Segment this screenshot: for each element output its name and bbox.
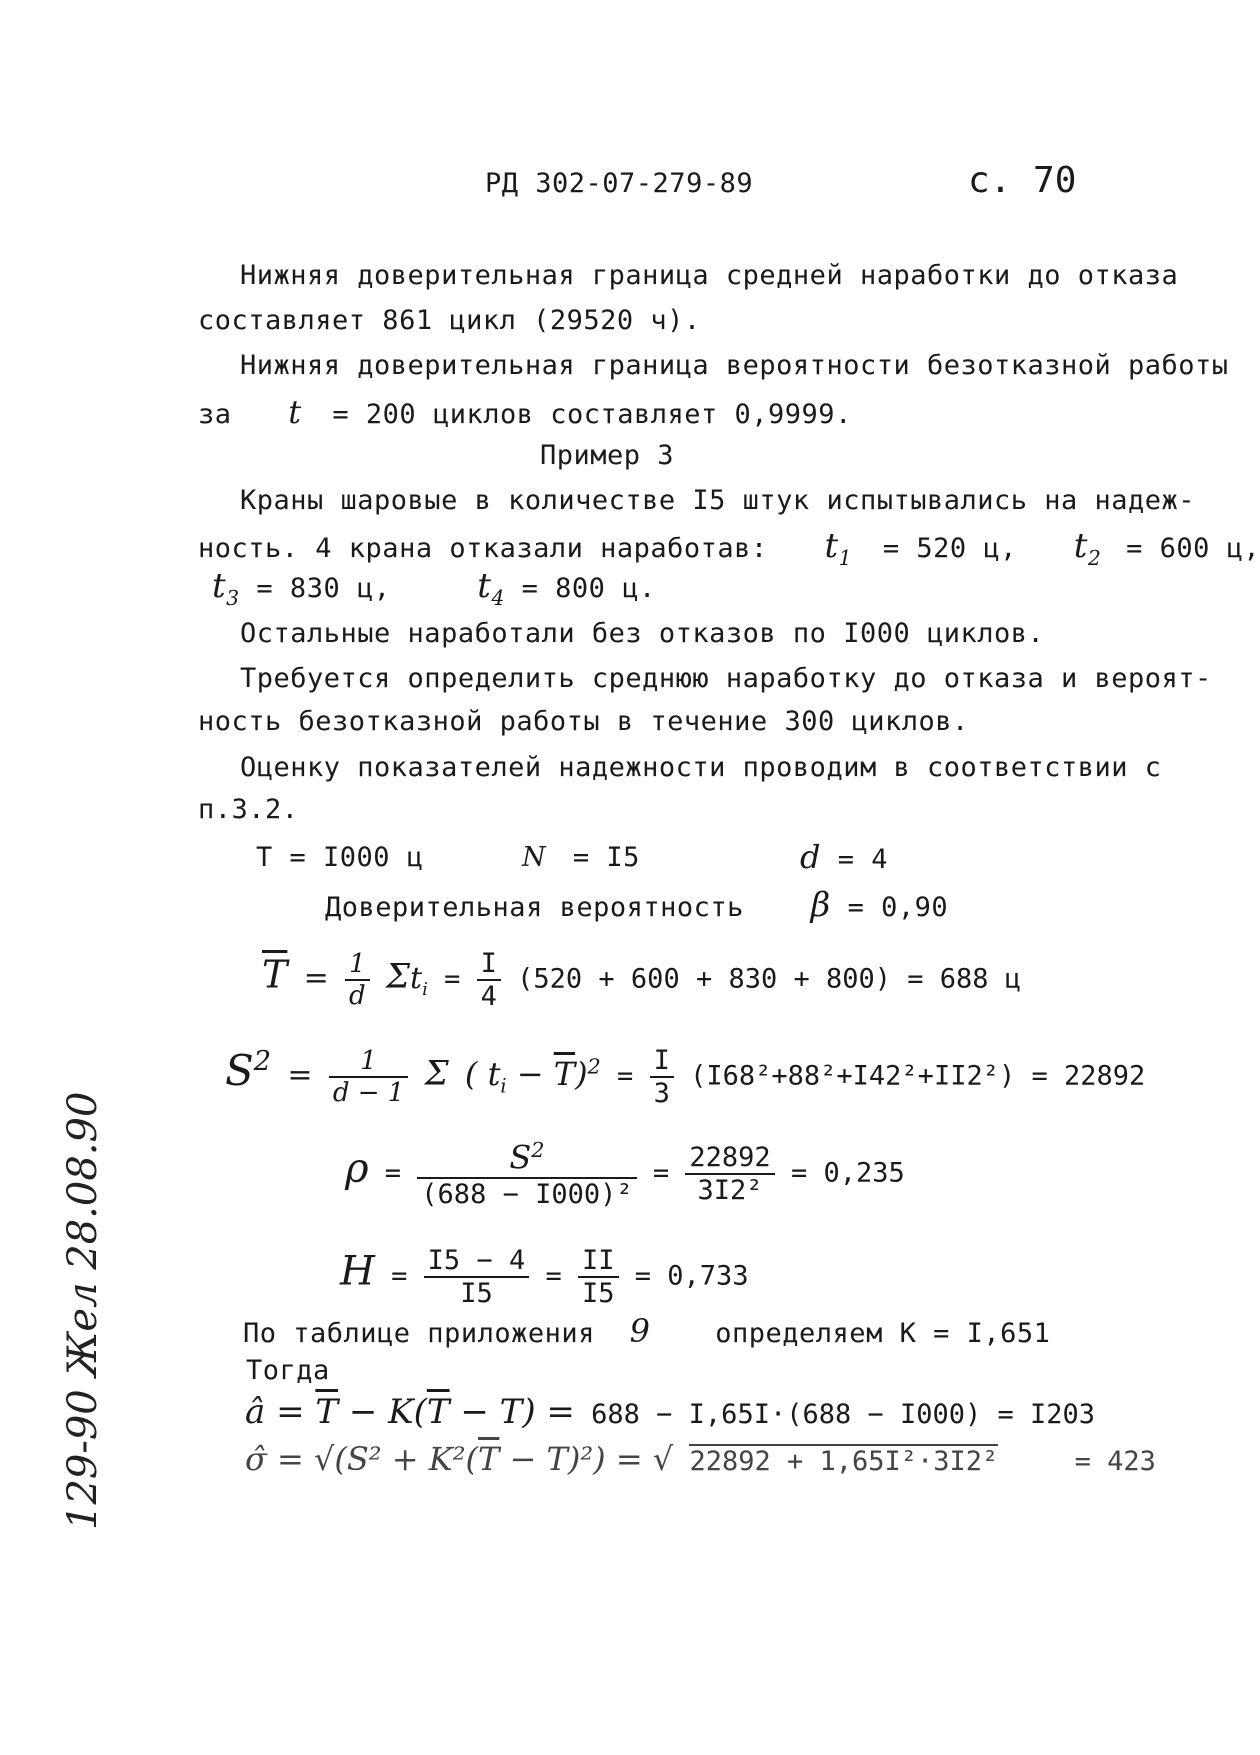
table-lookup-text: По таблице приложения bbox=[243, 1318, 595, 1349]
var-t4: $t_4$ bbox=[477, 566, 505, 610]
param-N bbox=[522, 842, 640, 873]
var-t2: $t_2$ bbox=[1073, 526, 1102, 570]
confidence-label: Доверительная вероятность bbox=[325, 892, 744, 923]
symbol-a-hat: â = $\overline{T} - K(\overline{T} - T)$ = bbox=[245, 1392, 575, 1432]
page-number: с. 70 bbox=[968, 160, 1077, 201]
paragraph-assessment: Оценку показателей надежности проводим в соответствии с bbox=[240, 752, 1162, 783]
confidence-line bbox=[325, 885, 948, 925]
param-T: T = I000 ц bbox=[256, 842, 424, 873]
table-lookup-line bbox=[243, 1312, 1050, 1350]
symbol-H: H bbox=[340, 1248, 375, 1295]
var-N: N bbox=[522, 842, 547, 873]
then-label: Тогда bbox=[246, 1355, 330, 1386]
fraction-22892-over-312: $\frac{22892}{\text{3I2²}}$ bbox=[685, 1142, 774, 1206]
var-d: d bbox=[800, 838, 821, 876]
equation-rho: ρ = $\frac{S^2}{\text{(688 − I000)²}}$ = $\frac{22892}{\text{3I2²}}$ = 0,235 bbox=[345, 1138, 905, 1210]
text-cycles: = 200 циклов составляет 0,9999. bbox=[332, 399, 852, 430]
param-d bbox=[800, 838, 888, 876]
table-lookup-result: определяем К = I,651 bbox=[715, 1318, 1051, 1349]
paragraph-others: Остальные наработали без отказов по I000 циклов. bbox=[240, 618, 1045, 649]
symbol-sigma-hat: σ̂ = $√(S^2 + K^2(\overline{T} - T)^2)$ = √ bbox=[245, 1440, 674, 1478]
value-t1: = 520 ц, bbox=[882, 533, 1017, 564]
equation-variance-rhs: (I68²+88²+I42²+II2²) = 22892 bbox=[690, 1060, 1146, 1092]
fraction-15-minus-4: $\frac{I5 - 4}{I5}$ bbox=[424, 1245, 530, 1309]
equation-H-value: = 0,733 bbox=[634, 1260, 749, 1292]
appendix-number: 9 bbox=[629, 1312, 651, 1350]
sum-symbol: Σ bbox=[424, 1053, 449, 1094]
fraction-S2-over-diff: $\frac{S^2}{\text{(688 − I000)²}}$ bbox=[417, 1138, 636, 1210]
paragraph-required-cont: ность безотказной работы в течение 300 циклов. bbox=[198, 706, 969, 737]
paragraph-required: Требуется определить среднюю наработку до отказа и вероят- bbox=[240, 663, 1212, 694]
equation-H: H = $\frac{I5 - 4}{I5}$ = $\frac{II}{I5}$ = 0,733 bbox=[340, 1245, 749, 1309]
fraction-11-over-15: $\frac{II}{I5}$ bbox=[578, 1245, 619, 1309]
value-N: = I5 bbox=[572, 842, 640, 873]
paragraph-assessment-cont: п.3.2. bbox=[198, 794, 299, 825]
symbol-S2: $S^2$ bbox=[225, 1045, 272, 1095]
value-t4: = 800 ц. bbox=[521, 573, 656, 604]
text-failed: ность. 4 крана отказали наработав: bbox=[198, 533, 768, 564]
value-d: = 4 bbox=[837, 844, 889, 875]
equation-variance: $S^2$ = $\frac{1}{d - 1}$ Σ ( $t_i - \overline{T})^2$ = $\frac{I}{3}$ (I68²+88²+I42²+II2²) = 22892 bbox=[225, 1045, 1146, 1109]
equation-sigma-hat bbox=[245, 1440, 1156, 1478]
text-za: за bbox=[198, 399, 232, 430]
document-code: РД 302-07-279-89 bbox=[485, 168, 754, 199]
equation-sigma-hat-value: = 423 bbox=[1074, 1446, 1156, 1477]
paragraph-lower-bound-reliability-cont bbox=[198, 393, 852, 431]
paragraph-lower-bound-reliability: Нижняя доверительная граница вероятности безотказной работы bbox=[240, 350, 1229, 381]
equation-a-hat bbox=[245, 1392, 1095, 1432]
equation-sigma-hat-rhs: 22892 + 1,65I²·3I2² bbox=[689, 1446, 999, 1477]
equation-rho-value: = 0,235 bbox=[790, 1157, 905, 1189]
var-t1: $t_1$ bbox=[824, 526, 853, 570]
value-t2: = 600 ц, bbox=[1126, 533, 1260, 564]
fraction-1-over-d-1: $\frac{1}{d - 1}$ bbox=[329, 1046, 409, 1108]
paragraph-valves-cont bbox=[198, 526, 1260, 570]
equation-mean-rhs: (520 + 600 + 830 + 800) = 688 ц bbox=[517, 963, 1022, 995]
value-t3: = 830 ц, bbox=[256, 573, 391, 604]
equation-mean: $\overline{T}$ = $\frac{1}{d}$ $\Sigma t_i$ = $\frac{I}{4}$ (520 + 600 + 830 + 800) = 688 ц bbox=[262, 948, 1022, 1012]
beta-symbol: β bbox=[810, 885, 831, 925]
term-ti-minus-T: ( $t_i - \overline{T})^2$ bbox=[464, 1053, 601, 1097]
fraction-1-over-4: $\frac{I}{4}$ bbox=[477, 948, 501, 1012]
paragraph-valves-cont2 bbox=[212, 566, 656, 610]
var-t: t bbox=[288, 393, 302, 431]
symbol-rho: ρ bbox=[345, 1145, 369, 1192]
var-t3: $t_3$ bbox=[212, 566, 240, 610]
margin-handwritten-stamp: 129-90 Жел 28.08.90 bbox=[60, 1091, 106, 1530]
equation-a-hat-rhs: 688 − I,65I·(688 − I000) = I203 bbox=[591, 1399, 1096, 1430]
paragraph-valves: Краны шаровые в количестве I5 штук испытывались на надеж- bbox=[240, 485, 1196, 516]
fraction-1-over-3: $\frac{I}{3}$ bbox=[650, 1045, 674, 1109]
example-title: Пример 3 bbox=[540, 440, 675, 471]
symbol-T-bar: $\overline{T}$ bbox=[262, 952, 288, 997]
sum-symbol: Σ bbox=[385, 956, 410, 997]
paragraph-lower-bound-mtbf: Нижняя доверительная граница средней наработки до отказа bbox=[240, 260, 1179, 291]
beta-value: = 0,90 bbox=[847, 892, 949, 923]
paragraph-lower-bound-mtbf-cont: составляет 861 цикл (29520 ч). bbox=[198, 305, 701, 336]
fraction-1-over-d: $\frac{1}{d}$ bbox=[345, 949, 370, 1011]
